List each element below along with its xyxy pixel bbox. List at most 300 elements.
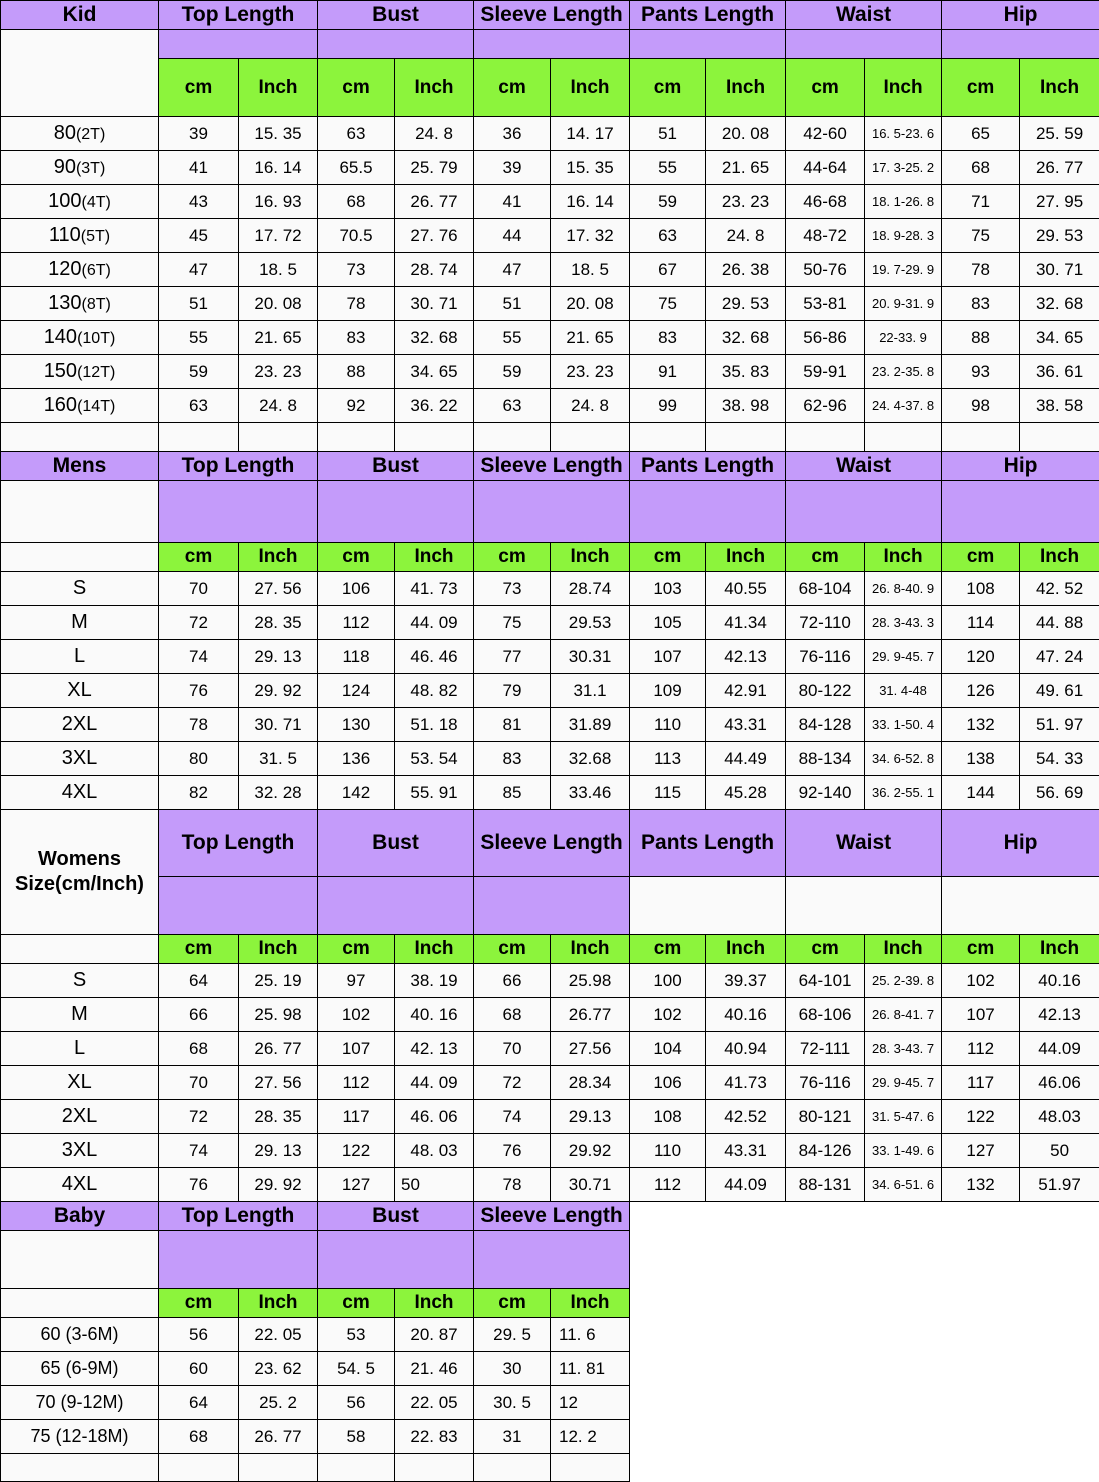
womens-unit-inch-6: Inch: [1020, 935, 1099, 964]
kid-spacer-bust: [318, 30, 474, 59]
cell: 32. 68: [706, 321, 786, 355]
cell: 97: [318, 964, 395, 998]
cell: 47. 24: [1020, 640, 1099, 674]
cell: 28.34: [551, 1066, 630, 1100]
cell: 112: [942, 1032, 1020, 1066]
baby-bottom-spacer: [1, 1454, 1099, 1482]
cell: 44-64: [786, 151, 865, 185]
cell: 44.09: [1020, 1032, 1099, 1066]
cell: 26. 38: [706, 253, 786, 287]
cell: 51: [630, 117, 706, 151]
cell: 99: [630, 389, 706, 423]
spacer-cell: [865, 423, 942, 452]
mens-measure-pants-length: Pants Length: [630, 452, 786, 481]
womens-spacer-bust: [318, 877, 474, 935]
cell: 44.09: [706, 1168, 786, 1202]
row-label: XL: [1, 1066, 159, 1100]
cell: 20. 9-31. 9: [865, 287, 942, 321]
table-row: [1, 1134, 1099, 1168]
cell: 72-111: [786, 1032, 865, 1066]
cell: 102: [942, 964, 1020, 998]
cell: 24. 8: [239, 389, 318, 423]
mens-units-row: [1, 543, 1099, 572]
cell: 42. 13: [395, 1032, 474, 1066]
cell: 78: [942, 253, 1020, 287]
cell: 55. 91: [395, 776, 474, 810]
cell: 54. 5: [318, 1352, 395, 1386]
womens-unit-cm-6: cm: [942, 935, 1020, 964]
cell: 78: [474, 1168, 551, 1202]
row-size-sub: (2T): [76, 126, 105, 143]
cell: 24. 8: [706, 219, 786, 253]
cell: 42.91: [706, 674, 786, 708]
cell: 68: [159, 1420, 239, 1454]
cell: 106: [318, 572, 395, 606]
baby-corner-blank: [1, 1231, 159, 1289]
cell: 14. 17: [551, 117, 630, 151]
cell: 78: [318, 287, 395, 321]
cell: 33.46: [551, 776, 630, 810]
cell: 25. 2-39. 8: [865, 964, 942, 998]
cell: 42. 52: [1020, 572, 1099, 606]
cell: 76: [474, 1134, 551, 1168]
cell: 122: [318, 1134, 395, 1168]
spacer-cell: [551, 1454, 630, 1482]
cell: 42.52: [706, 1100, 786, 1134]
cell: 55: [474, 321, 551, 355]
cell: 63: [474, 389, 551, 423]
cell: 29. 53: [1020, 219, 1099, 253]
womens-unit-cm-2: cm: [318, 935, 395, 964]
row-size: 110: [49, 224, 81, 246]
kid-spacer-top-length: [159, 30, 318, 59]
cell: 74: [159, 1134, 239, 1168]
cell: 73: [474, 572, 551, 606]
cell: 59-91: [786, 355, 865, 389]
kid-unit-cm-5: cm: [786, 59, 865, 117]
spacer-cell: [395, 1454, 474, 1482]
womens-measure-bust: Bust: [318, 810, 474, 877]
cell: 112: [318, 1066, 395, 1100]
cell: 107: [630, 640, 706, 674]
cell: 66: [159, 998, 239, 1032]
cell: 30: [474, 1352, 551, 1386]
cell: 73: [318, 253, 395, 287]
kid-unit-inch-3: Inch: [551, 59, 630, 117]
cell: 11. 6: [551, 1318, 630, 1352]
baby-empty-area-7: [630, 1420, 1099, 1454]
womens-measure-pants-length: Pants Length: [630, 810, 786, 877]
kid-units-row: [1, 59, 1099, 117]
cell: 88-134: [786, 742, 865, 776]
table-row: [1, 998, 1099, 1032]
row-size: 75: [30, 1426, 50, 1446]
table-row: [1, 1100, 1099, 1134]
row-label: [1, 151, 159, 185]
womens-units-row: [1, 935, 1099, 964]
cell: 25. 79: [395, 151, 474, 185]
row-size: 90: [54, 156, 76, 178]
row-size: 130: [48, 292, 81, 314]
cell: 30. 71: [1020, 253, 1099, 287]
baby-measure-bust: Bust: [318, 1202, 474, 1231]
row-size-sub: (6-9M): [66, 1358, 119, 1378]
cell: 88-131: [786, 1168, 865, 1202]
cell: 27. 56: [239, 1066, 318, 1100]
cell: 50-76: [786, 253, 865, 287]
cell: 41. 73: [395, 572, 474, 606]
spacer-cell: [630, 423, 706, 452]
cell: 36: [474, 117, 551, 151]
spacer-cell: [1020, 423, 1099, 452]
row-label: [1, 117, 159, 151]
womens-unit-cm-1: cm: [159, 935, 239, 964]
cell: 25. 59: [1020, 117, 1099, 151]
baby-empty-area-6: [630, 1386, 1099, 1420]
cell: 107: [318, 1032, 395, 1066]
cell: 110: [630, 1134, 706, 1168]
cell: 46-68: [786, 185, 865, 219]
kid-measure-top-length: Top Length: [159, 1, 318, 30]
baby-spacer-sleeve: [474, 1231, 630, 1289]
row-size-sub: (10T): [77, 330, 115, 347]
kid-spacer-sleeve: [474, 30, 630, 59]
cell: 31. 5: [239, 742, 318, 776]
mens-unit-cm-1: cm: [159, 543, 239, 572]
cell: 74: [159, 640, 239, 674]
cell: 15. 35: [239, 117, 318, 151]
cell: 36. 2-55. 1: [865, 776, 942, 810]
cell: 88: [942, 321, 1020, 355]
spacer-cell: [942, 423, 1020, 452]
cell: 12. 2: [551, 1420, 630, 1454]
mens-unit-cm-5: cm: [786, 543, 865, 572]
cell: 50: [395, 1168, 474, 1202]
cell: 80-121: [786, 1100, 865, 1134]
cell: 109: [630, 674, 706, 708]
cell: 84-128: [786, 708, 865, 742]
table-row: [1, 151, 1099, 185]
cell: 51. 97: [1020, 708, 1099, 742]
cell: 29. 92: [239, 1168, 318, 1202]
cell: 49. 61: [1020, 674, 1099, 708]
row-size-sub: (12-18M): [56, 1426, 129, 1446]
row-size: 100: [48, 190, 81, 212]
cell: 12: [551, 1386, 630, 1420]
mens-unit-cm-6: cm: [942, 543, 1020, 572]
baby-empty-area: [630, 1202, 1099, 1231]
table-row: [1, 355, 1099, 389]
row-size-sub: (8T): [82, 296, 111, 313]
cell: 54. 33: [1020, 742, 1099, 776]
row-label: 2XL: [1, 708, 159, 742]
cell: 26. 8-41. 7: [865, 998, 942, 1032]
cell: 46. 46: [395, 640, 474, 674]
spacer-cell: [318, 423, 395, 452]
womens-unit-inch-3: Inch: [551, 935, 630, 964]
mens-title: Mens: [1, 452, 159, 481]
cell: 41.73: [706, 1066, 786, 1100]
cell: 24. 8: [395, 117, 474, 151]
baby-unit-inch-3: Inch: [551, 1289, 630, 1318]
cell: 29. 13: [239, 640, 318, 674]
cell: 136: [318, 742, 395, 776]
cell: 132: [942, 708, 1020, 742]
cell: 68-106: [786, 998, 865, 1032]
cell: 25. 2: [239, 1386, 318, 1420]
row-size-sub: (5T): [81, 228, 110, 245]
cell: 43.31: [706, 1134, 786, 1168]
kid-unit-cm-6: cm: [942, 59, 1020, 117]
cell: 28. 35: [239, 606, 318, 640]
cell: 17. 72: [239, 219, 318, 253]
cell: 45: [159, 219, 239, 253]
table-row: [1, 1318, 1099, 1352]
mens-measure-bust: Bust: [318, 452, 474, 481]
cell: 59: [630, 185, 706, 219]
kid-spacer-hip: [942, 30, 1099, 59]
cell: 46.06: [1020, 1066, 1099, 1100]
cell: 44: [474, 219, 551, 253]
cell: 32. 68: [395, 321, 474, 355]
cell: 92: [318, 389, 395, 423]
cell: 126: [942, 674, 1020, 708]
cell: 53: [318, 1318, 395, 1352]
table-row: [1, 606, 1099, 640]
section-spacer: [1, 423, 1099, 452]
cell: 31.1: [551, 674, 630, 708]
cell: 40. 16: [395, 998, 474, 1032]
row-size: 70: [35, 1392, 55, 1412]
cell: 42.13: [1020, 998, 1099, 1032]
cell: 29. 9-45. 7: [865, 1066, 942, 1100]
cell: 62-96: [786, 389, 865, 423]
cell: 93: [942, 355, 1020, 389]
baby-spacer-bust: [318, 1231, 474, 1289]
cell: 48-72: [786, 219, 865, 253]
kid-unit-cm-3: cm: [474, 59, 551, 117]
spacer-cell: [474, 423, 551, 452]
kid-unit-inch-4: Inch: [706, 59, 786, 117]
cell: 33. 1-49. 6: [865, 1134, 942, 1168]
cell: 30.31: [551, 640, 630, 674]
cell: 127: [942, 1134, 1020, 1168]
cell: 34. 6-52. 8: [865, 742, 942, 776]
cell: 51. 18: [395, 708, 474, 742]
kid-measure-hip: Hip: [942, 1, 1099, 30]
baby-unit-inch-2: Inch: [395, 1289, 474, 1318]
cell: 27. 95: [1020, 185, 1099, 219]
row-size: 80: [54, 122, 76, 144]
cell: 75: [474, 606, 551, 640]
table-row: [1, 572, 1099, 606]
cell: 76-116: [786, 640, 865, 674]
cell: 83: [630, 321, 706, 355]
cell: 44. 09: [395, 606, 474, 640]
cell: 31. 5-47. 6: [865, 1100, 942, 1134]
mens-spacer-row: [1, 481, 1099, 543]
cell: 56-86: [786, 321, 865, 355]
cell: 48. 82: [395, 674, 474, 708]
cell: 82: [159, 776, 239, 810]
baby-unit-cm-3: cm: [474, 1289, 551, 1318]
row-label: [1, 287, 159, 321]
cell: 40.16: [1020, 964, 1099, 998]
cell: 91: [630, 355, 706, 389]
cell: 115: [630, 776, 706, 810]
cell: 118: [318, 640, 395, 674]
cell: 23. 23: [551, 355, 630, 389]
cell: 80: [159, 742, 239, 776]
cell: 45.28: [706, 776, 786, 810]
cell: 21. 46: [395, 1352, 474, 1386]
kid-corner-blank: [1, 30, 159, 117]
table-row: [1, 674, 1099, 708]
cell: 67: [630, 253, 706, 287]
cell: 50: [1020, 1134, 1099, 1168]
cell: 55: [159, 321, 239, 355]
cell: 66: [474, 964, 551, 998]
table-row: [1, 185, 1099, 219]
kid-measure-waist: Waist: [786, 1, 942, 30]
cell: 83: [318, 321, 395, 355]
spacer-cell: [395, 423, 474, 452]
cell: 68: [942, 151, 1020, 185]
spacer-cell: [474, 1454, 551, 1482]
row-label: 4XL: [1, 1168, 159, 1202]
cell: 113: [630, 742, 706, 776]
cell: 25.98: [551, 964, 630, 998]
womens-title-line1: Womens: [1, 847, 158, 872]
cell: 20. 08: [551, 287, 630, 321]
row-size: 60: [40, 1324, 60, 1344]
cell: 32. 28: [239, 776, 318, 810]
row-label: [1, 1386, 159, 1420]
cell: 34. 65: [1020, 321, 1099, 355]
cell: 27.56: [551, 1032, 630, 1066]
table-row: [1, 1420, 1099, 1454]
row-size-sub: (9-12M): [61, 1392, 124, 1412]
cell: 72: [159, 606, 239, 640]
cell: 107: [942, 998, 1020, 1032]
cell: 102: [318, 998, 395, 1032]
cell: 22. 05: [395, 1386, 474, 1420]
baby-spacer-top-length: [159, 1231, 318, 1289]
cell: 31: [474, 1420, 551, 1454]
cell: 48. 03: [395, 1134, 474, 1168]
cell: 18. 1-26. 8: [865, 185, 942, 219]
cell: 81: [474, 708, 551, 742]
womens-measure-top-length: Top Length: [159, 810, 318, 877]
cell: 63: [159, 389, 239, 423]
row-label: [1, 1352, 159, 1386]
cell: 64-101: [786, 964, 865, 998]
row-size: 65: [40, 1358, 60, 1378]
cell: 47: [159, 253, 239, 287]
cell: 28. 3-43. 3: [865, 606, 942, 640]
kid-unit-cm-1: cm: [159, 59, 239, 117]
cell: 23. 62: [239, 1352, 318, 1386]
womens-unit-corner: [1, 935, 159, 964]
mens-spacer-pants: [630, 481, 786, 543]
row-size: 150: [44, 360, 77, 382]
row-label: [1, 355, 159, 389]
cell: 83: [474, 742, 551, 776]
cell: 20. 87: [395, 1318, 474, 1352]
spacer-cell: [159, 1454, 239, 1482]
mens-unit-corner: [1, 543, 159, 572]
cell: 30. 71: [395, 287, 474, 321]
cell: 38. 98: [706, 389, 786, 423]
cell: 124: [318, 674, 395, 708]
cell: 59: [159, 355, 239, 389]
cell: 51: [159, 287, 239, 321]
cell: 68-104: [786, 572, 865, 606]
cell: 76-116: [786, 1066, 865, 1100]
cell: 105: [630, 606, 706, 640]
cell: 63: [630, 219, 706, 253]
cell: 30. 5: [474, 1386, 551, 1420]
mens-spacer-top-length: [159, 481, 318, 543]
baby-empty-area-3: [630, 1289, 1099, 1318]
cell: 88: [318, 355, 395, 389]
baby-unit-inch-1: Inch: [239, 1289, 318, 1318]
cell: 46. 06: [395, 1100, 474, 1134]
cell: 100: [630, 964, 706, 998]
cell: 32.68: [551, 742, 630, 776]
baby-units-row: [1, 1289, 1099, 1318]
cell: 64: [159, 1386, 239, 1420]
spacer-cell: [1, 1454, 159, 1482]
cell: 25. 98: [239, 998, 318, 1032]
baby-measure-sleeve-length: Sleeve Length: [474, 1202, 630, 1231]
cell: 15. 35: [551, 151, 630, 185]
cell: 65.5: [318, 151, 395, 185]
cell: 112: [318, 606, 395, 640]
cell: 19. 7-29. 9: [865, 253, 942, 287]
cell: 47: [474, 253, 551, 287]
cell: 44. 09: [395, 1066, 474, 1100]
cell: 48.03: [1020, 1100, 1099, 1134]
baby-empty-area-8: [630, 1454, 1099, 1482]
cell: 76: [159, 1168, 239, 1202]
cell: 29.53: [551, 606, 630, 640]
baby-header-row: [1, 1202, 1099, 1231]
cell: 112: [630, 1168, 706, 1202]
cell: 16. 93: [239, 185, 318, 219]
cell: 26. 77: [1020, 151, 1099, 185]
cell: 72-110: [786, 606, 865, 640]
cell: 26.77: [551, 998, 630, 1032]
cell: 27. 56: [239, 572, 318, 606]
cell: 70.5: [318, 219, 395, 253]
cell: 20. 08: [706, 117, 786, 151]
kid-measure-pants-length: Pants Length: [630, 1, 786, 30]
cell: 117: [318, 1100, 395, 1134]
kid-header-row: [1, 1, 1099, 30]
cell: 29.92: [551, 1134, 630, 1168]
cell: 38. 19: [395, 964, 474, 998]
cell: 108: [942, 572, 1020, 606]
cell: 22-33. 9: [865, 321, 942, 355]
cell: 17. 32: [551, 219, 630, 253]
cell: 11. 81: [551, 1352, 630, 1386]
kid-unit-row: [1, 30, 1099, 59]
spacer-cell: [159, 423, 239, 452]
cell: 29. 5: [474, 1318, 551, 1352]
cell: 38. 58: [1020, 389, 1099, 423]
table-row: [1, 1168, 1099, 1202]
